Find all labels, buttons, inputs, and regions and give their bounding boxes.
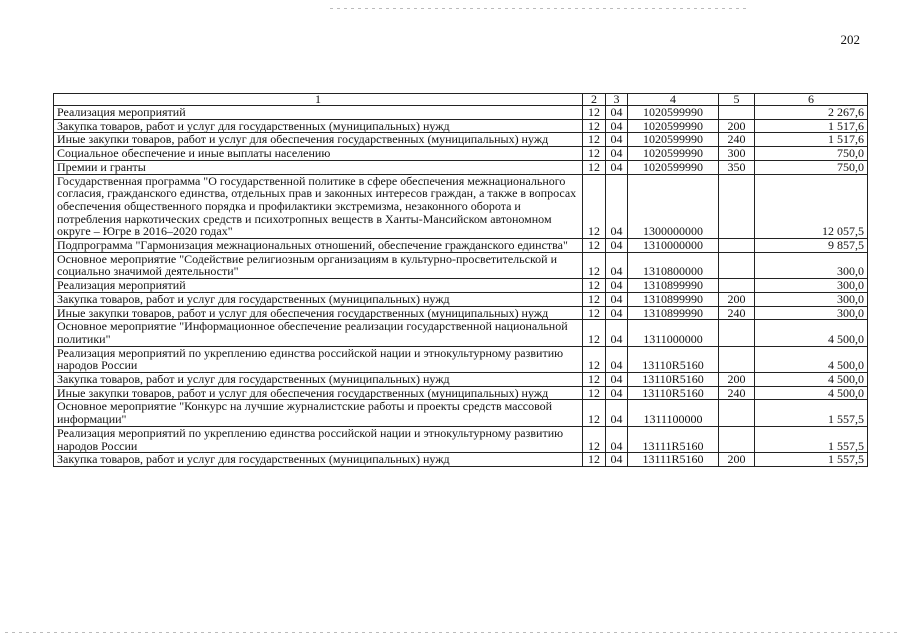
amount-cell: 4 500,0 (755, 320, 868, 346)
amount-cell: 2 267,6 (755, 106, 868, 120)
target-article-cell: 1020599990 (628, 160, 719, 174)
row-name-cell: Социальное обеспечение и иные выплаты населению (54, 147, 583, 161)
row-name-cell: Реализация мероприятий (54, 106, 583, 120)
amount-cell: 750,0 (755, 147, 868, 161)
subsection-cell: 04 (606, 386, 628, 400)
section-cell: 12 (583, 386, 606, 400)
table-row (54, 147, 868, 161)
page-number: 202 (840, 32, 860, 47)
table-row (54, 119, 868, 133)
expense-type-cell (719, 239, 755, 253)
expense-type-cell (719, 320, 755, 346)
table-row (54, 160, 868, 174)
column-header: 5 (719, 94, 755, 106)
table-row (54, 373, 868, 387)
amount-cell: 1 557,5 (755, 400, 868, 426)
expense-type-cell: 200 (719, 453, 755, 467)
subsection-cell: 04 (606, 400, 628, 426)
amount-cell: 1 517,6 (755, 119, 868, 133)
section-cell: 12 (583, 292, 606, 306)
amount-cell: 750,0 (755, 160, 868, 174)
target-article-cell: 1310800000 (628, 252, 719, 278)
subsection-cell: 04 (606, 160, 628, 174)
scan-artifact-top (330, 8, 750, 9)
section-cell: 12 (583, 133, 606, 147)
target-article-cell: 13110R5160 (628, 386, 719, 400)
expense-type-cell (719, 346, 755, 372)
table-row (54, 133, 868, 147)
section-cell: 12 (583, 400, 606, 426)
table-row (54, 306, 868, 320)
expense-type-cell (719, 252, 755, 278)
section-cell: 12 (583, 306, 606, 320)
table-row (54, 106, 868, 120)
expense-type-cell: 200 (719, 119, 755, 133)
expense-type-cell (719, 106, 755, 120)
amount-cell: 9 857,5 (755, 239, 868, 253)
subsection-cell: 04 (606, 279, 628, 293)
table-row (54, 386, 868, 400)
section-cell: 12 (583, 147, 606, 161)
expense-type-cell: 240 (719, 386, 755, 400)
target-article-cell: 1310899990 (628, 292, 719, 306)
expense-type-cell: 350 (719, 160, 755, 174)
section-cell: 12 (583, 252, 606, 278)
target-article-cell: 1310899990 (628, 306, 719, 320)
target-article-cell: 1310000000 (628, 239, 719, 253)
expense-type-cell: 240 (719, 306, 755, 320)
section-cell: 12 (583, 239, 606, 253)
row-name-cell: Реализация мероприятий по укреплению единства российской нации и этнокультурному развитию народов России (54, 426, 583, 452)
row-name-cell: Иные закупки товаров, работ и услуг для обеспечения государственных (муниципальных) нужд (54, 133, 583, 147)
table-row (54, 453, 868, 467)
row-name-cell: Закупка товаров, работ и услуг для государственных (муниципальных) нужд (54, 453, 583, 467)
row-name-cell: Реализация мероприятий по укреплению единства российской нации и этнокультурному развитию народов России (54, 346, 583, 372)
target-article-cell: 1310899990 (628, 279, 719, 293)
table-row (54, 252, 868, 278)
subsection-cell: 04 (606, 252, 628, 278)
amount-cell: 12 057,5 (755, 174, 868, 239)
table-row (54, 426, 868, 452)
column-header: 1 (54, 94, 583, 106)
subsection-cell: 04 (606, 106, 628, 120)
amount-cell: 300,0 (755, 252, 868, 278)
expense-type-cell: 200 (719, 292, 755, 306)
section-cell: 12 (583, 174, 606, 239)
scan-artifact-bottom (5, 632, 900, 633)
subsection-cell: 04 (606, 426, 628, 452)
target-article-cell: 1020599990 (628, 119, 719, 133)
row-name-cell: Иные закупки товаров, работ и услуг для обеспечения государственных (муниципальных) нужд (54, 306, 583, 320)
subsection-cell: 04 (606, 239, 628, 253)
table-row (54, 292, 868, 306)
row-name-cell: Закупка товаров, работ и услуг для государственных (муниципальных) нужд (54, 119, 583, 133)
amount-cell: 1 557,5 (755, 426, 868, 452)
section-cell: 12 (583, 160, 606, 174)
row-name-cell: Государственная программа "О государственной политике в сфере обеспечения межнационального согласия, гражданского единства, отдельных прав и законных интересов граждан, а также в вопросах обеспечения общественного порядка и профилактики экстремизма, незаконного оборота и потребления наркотических средств и психотропных веществ в Ханты-Мансийском автономном округе – Югре в 2016–2020 годах" (54, 174, 583, 239)
table-row (54, 320, 868, 346)
row-name-cell: Реализация мероприятий (54, 279, 583, 293)
subsection-cell: 04 (606, 320, 628, 346)
amount-cell: 4 500,0 (755, 386, 868, 400)
budget-table (53, 93, 868, 467)
subsection-cell: 04 (606, 147, 628, 161)
column-header: 4 (628, 94, 719, 106)
table-row (54, 174, 868, 239)
amount-cell: 300,0 (755, 306, 868, 320)
subsection-cell: 04 (606, 306, 628, 320)
table-row (54, 346, 868, 372)
row-name-cell: Иные закупки товаров, работ и услуг для обеспечения государственных (муниципальных) нужд (54, 386, 583, 400)
expense-type-cell: 300 (719, 147, 755, 161)
target-article-cell: 1020599990 (628, 147, 719, 161)
subsection-cell: 04 (606, 133, 628, 147)
amount-cell: 4 500,0 (755, 373, 868, 387)
section-cell: 12 (583, 279, 606, 293)
column-header: 6 (755, 94, 868, 106)
subsection-cell: 04 (606, 346, 628, 372)
target-article-cell: 1311000000 (628, 320, 719, 346)
row-name-cell: Закупка товаров, работ и услуг для государственных (муниципальных) нужд (54, 373, 583, 387)
subsection-cell: 04 (606, 292, 628, 306)
section-cell: 12 (583, 106, 606, 120)
subsection-cell: 04 (606, 119, 628, 133)
subsection-cell: 04 (606, 174, 628, 239)
row-name-cell: Основное мероприятие "Конкурс на лучшие журналистские работы и проекты средств массовой информации" (54, 400, 583, 426)
section-cell: 12 (583, 373, 606, 387)
amount-cell: 300,0 (755, 279, 868, 293)
expense-type-cell (719, 174, 755, 239)
target-article-cell: 13111R5160 (628, 453, 719, 467)
target-article-cell: 13111R5160 (628, 426, 719, 452)
row-name-cell: Премии и гранты (54, 160, 583, 174)
expense-type-cell: 240 (719, 133, 755, 147)
amount-cell: 1 517,6 (755, 133, 868, 147)
section-cell: 12 (583, 453, 606, 467)
column-header: 2 (583, 94, 606, 106)
target-article-cell: 13110R5160 (628, 373, 719, 387)
row-name-cell: Подпрограмма "Гармонизация межнациональных отношений, обеспечение гражданского единства" (54, 239, 583, 253)
target-article-cell: 1300000000 (628, 174, 719, 239)
section-cell: 12 (583, 320, 606, 346)
expense-type-cell (719, 426, 755, 452)
target-article-cell: 1020599990 (628, 106, 719, 120)
target-article-cell: 13110R5160 (628, 346, 719, 372)
amount-cell: 4 500,0 (755, 346, 868, 372)
subsection-cell: 04 (606, 453, 628, 467)
amount-cell: 300,0 (755, 292, 868, 306)
table-row (54, 400, 868, 426)
row-name-cell: Закупка товаров, работ и услуг для государственных (муниципальных) нужд (54, 292, 583, 306)
table-row (54, 279, 868, 293)
section-cell: 12 (583, 119, 606, 133)
target-article-cell: 1311100000 (628, 400, 719, 426)
table-body (54, 106, 868, 467)
expense-type-cell (719, 400, 755, 426)
section-cell: 12 (583, 346, 606, 372)
expense-type-cell (719, 279, 755, 293)
target-article-cell: 1020599990 (628, 133, 719, 147)
table-header-row (54, 94, 868, 106)
row-name-cell: Основное мероприятие "Информационное обеспечение реализации государственной национальной политики" (54, 320, 583, 346)
column-header: 3 (606, 94, 628, 106)
table-row (54, 239, 868, 253)
subsection-cell: 04 (606, 373, 628, 387)
amount-cell: 1 557,5 (755, 453, 868, 467)
section-cell: 12 (583, 426, 606, 452)
expense-type-cell: 200 (719, 373, 755, 387)
row-name-cell: Основное мероприятие "Содействие религиозным организациям в культурно-просветительской и социально значимой деятельности" (54, 252, 583, 278)
